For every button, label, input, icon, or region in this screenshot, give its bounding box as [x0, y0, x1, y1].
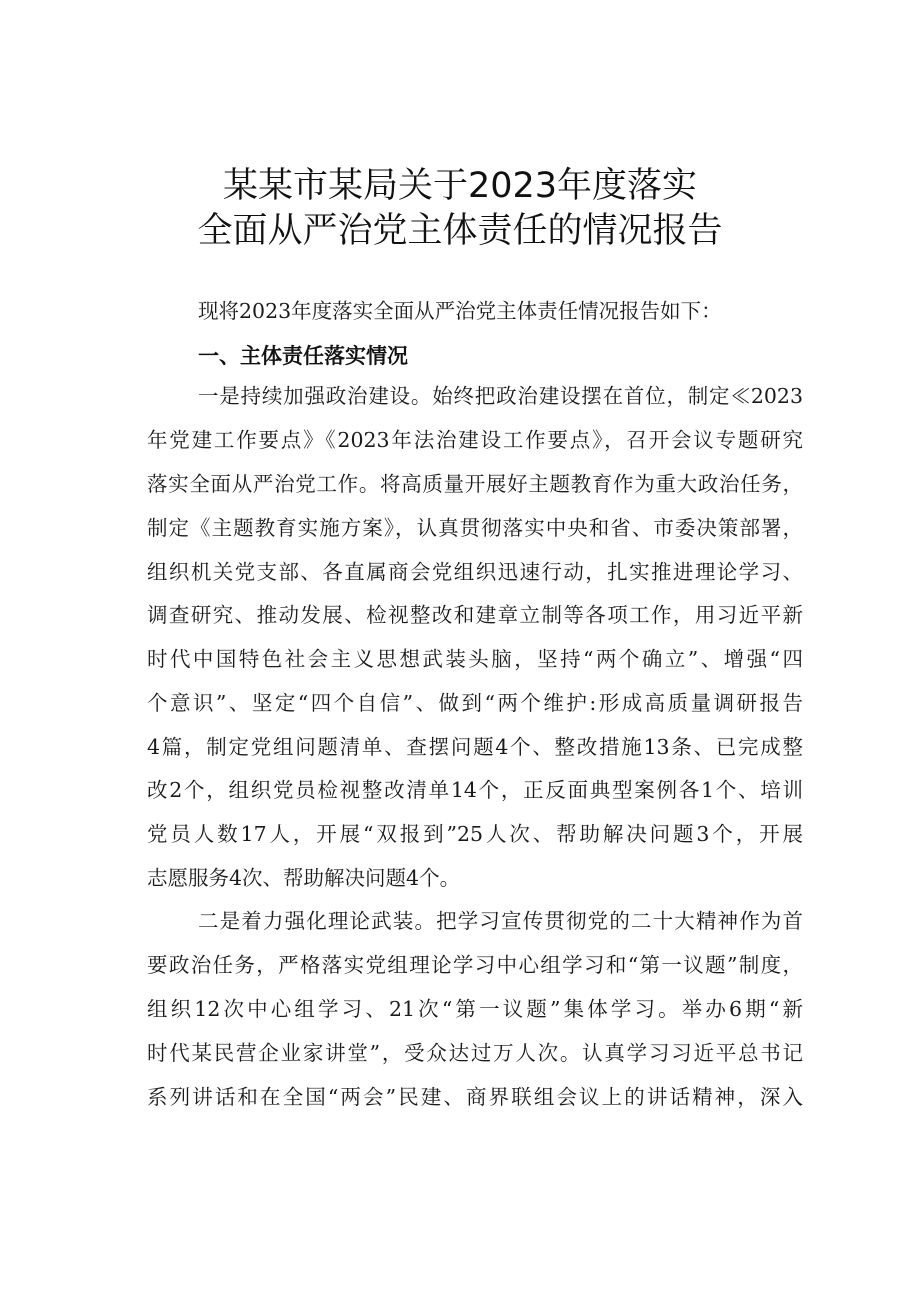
document-title-line-1: 某某市某局关于2023年度落实: [222, 166, 698, 206]
paragraph-line: 党员人数17人，开展“双报到”25人次、帮助解决问题3个，开展: [147, 822, 803, 846]
paragraph-line: 落实全面从严治党工作。将高质量开展好主题教育作为重大政治任务，: [147, 472, 803, 496]
paragraph-line: 一是持续加强政治建设。始终把政治建设摆在首位，制定≪2023: [198, 384, 803, 408]
paragraph-line: 改2个，组织党员检视整改清单14个，正反面典型案例各1个、培训: [147, 778, 803, 802]
paragraph-line: 时代某民营企业家讲堂”，受众达过万人次。认真学习习近平总书记: [147, 1041, 803, 1065]
paragraph-line: 时代中国特色社会主义思想武装头脑，坚持“两个确立”、增强“四: [147, 647, 803, 671]
paragraph-line: 4篇，制定党组问题清单、查摆问题4个、整改措施13条、已完成整: [147, 735, 803, 759]
section-heading-1: 一、主体责任落实情况: [198, 344, 408, 368]
paragraph-line: 年党建工作要点》《2023年法治建设工作要点》，召开会议专题研究: [147, 428, 803, 452]
paragraph-line: 志愿服务4次、帮助解决问题4个。: [147, 866, 461, 890]
paragraph-line: 个意识”、坚定“四个自信”、做到“两个维护:形成高质量调研报告: [147, 691, 803, 715]
paragraph-line: 组织机关党支部、各直属商会党组织迅速行动，扎实推进理论学习、: [147, 560, 803, 584]
paragraph-line: 调查研究、推动发展、检视整改和建章立制等各项工作，用习近平新: [147, 603, 803, 627]
document-title-line-2: 全面从严治党主体责任的情况报告: [197, 211, 723, 251]
paragraph-line: 要政治任务，严格落实党组理论学习中心组学习和“第一议题”制度，: [147, 953, 803, 977]
paragraph-line: 制定《主题教育实施方案》，认真贯彻落实中央和省、市委决策部署，: [147, 516, 803, 540]
paragraph-line: 二是着力强化理论武装。把学习宣传贯彻党的二十大精神作为首: [198, 909, 803, 933]
paragraph-line: 系列讲话和在全国“两会”民建、商界联组会议上的讲话精神，深入: [147, 1085, 803, 1109]
intro-paragraph: 现将2023年度落实全面从严治党主体责任情况报告如下：: [198, 299, 722, 323]
paragraph-line: 组织12次中心组学习、21次“第一议题”集体学习。举办6期“新: [147, 997, 803, 1021]
